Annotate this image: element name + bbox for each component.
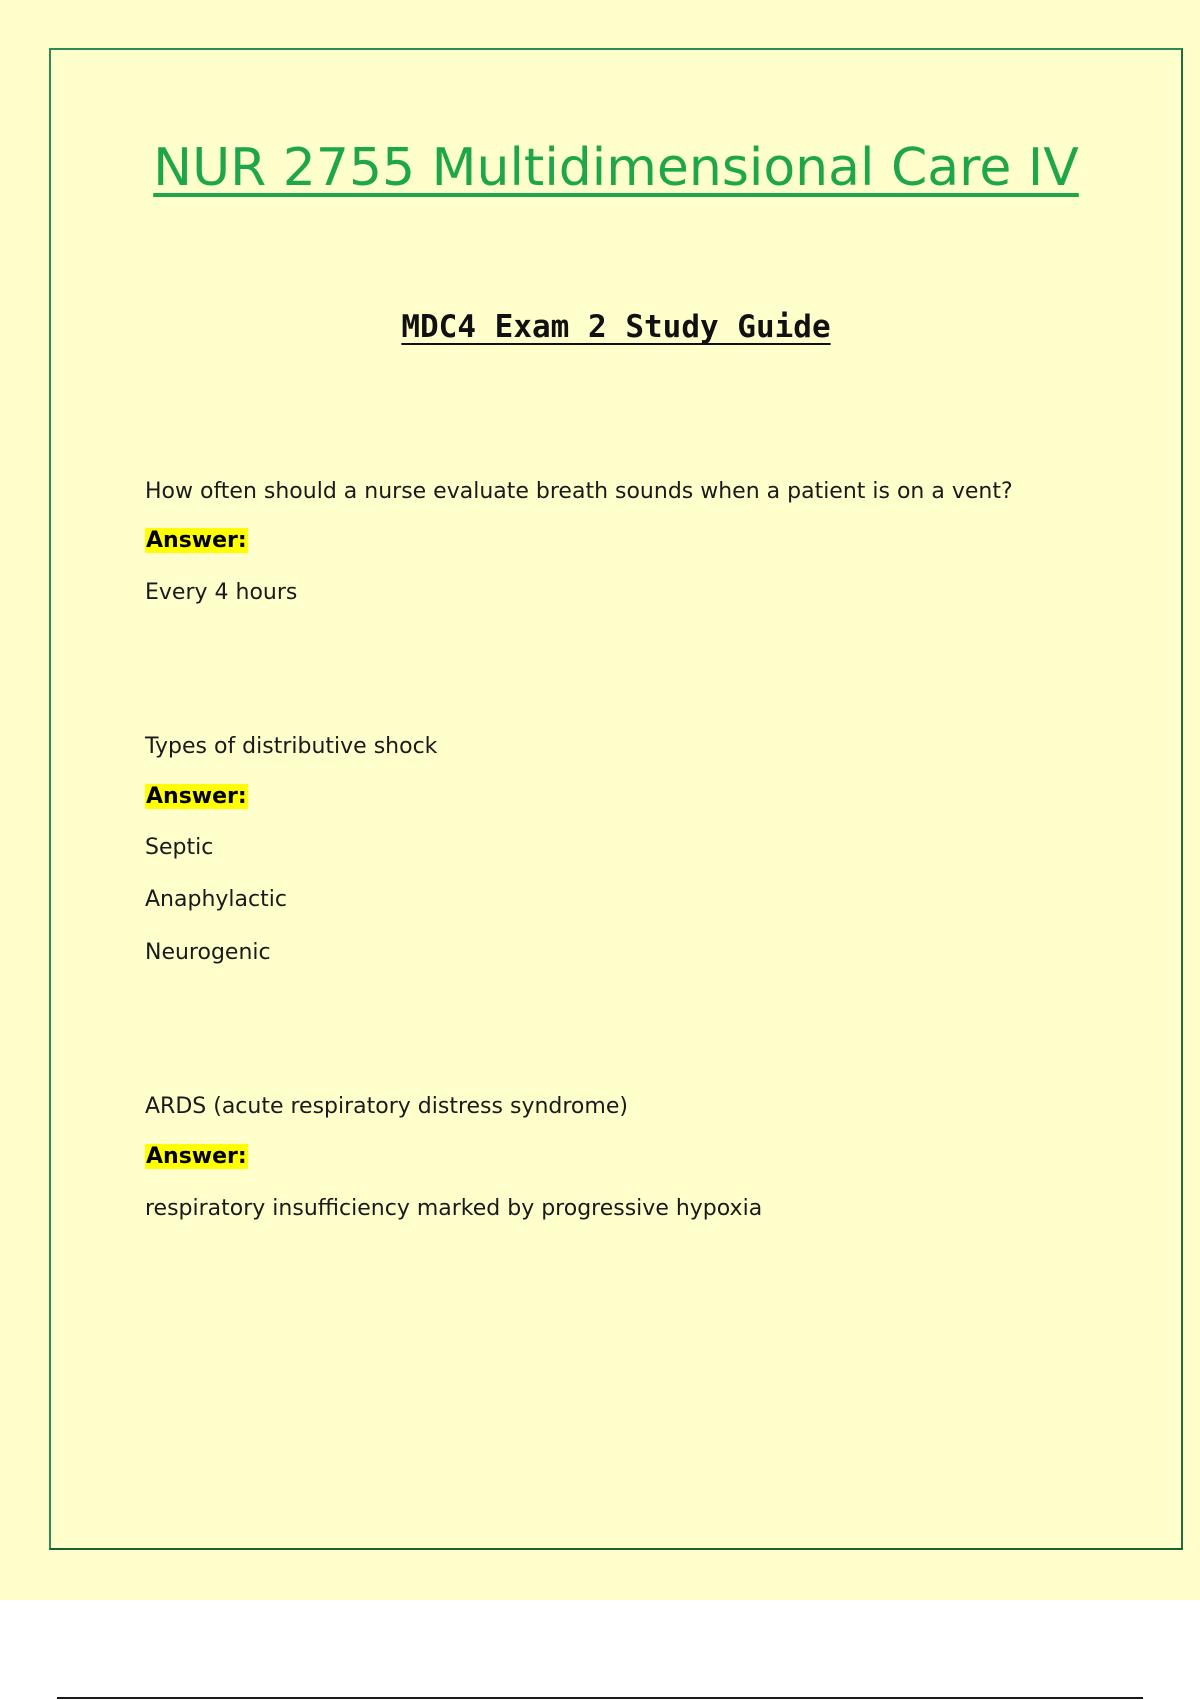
answer-label-1: Answer:: [146, 528, 247, 553]
answer-2-item-3: Neurogenic: [145, 940, 271, 965]
question-1: How often should a nurse evaluate breath sounds when a patient is on a vent?: [145, 479, 1013, 504]
answer-2-item-2: Anaphylactic: [145, 887, 287, 912]
question-2: Types of distributive shock: [145, 734, 438, 759]
question-3: ARDS (acute respiratory distress syndrome): [145, 1094, 628, 1119]
answer-1-item-1: Every 4 hours: [145, 580, 298, 605]
document-subtitle: MDC4 Exam 2 Study Guide: [401, 309, 831, 345]
answer-label-3: Answer:: [146, 1144, 247, 1169]
answer-2-item-1: Septic: [145, 835, 214, 860]
page-divider: [57, 1697, 1143, 1699]
answer-label-2: Answer:: [146, 784, 247, 809]
document-title: NUR 2755 Multidimensional Care IV: [153, 138, 1079, 198]
answer-3-item-1: respiratory insufficiency marked by progressive hypoxia: [145, 1196, 763, 1221]
